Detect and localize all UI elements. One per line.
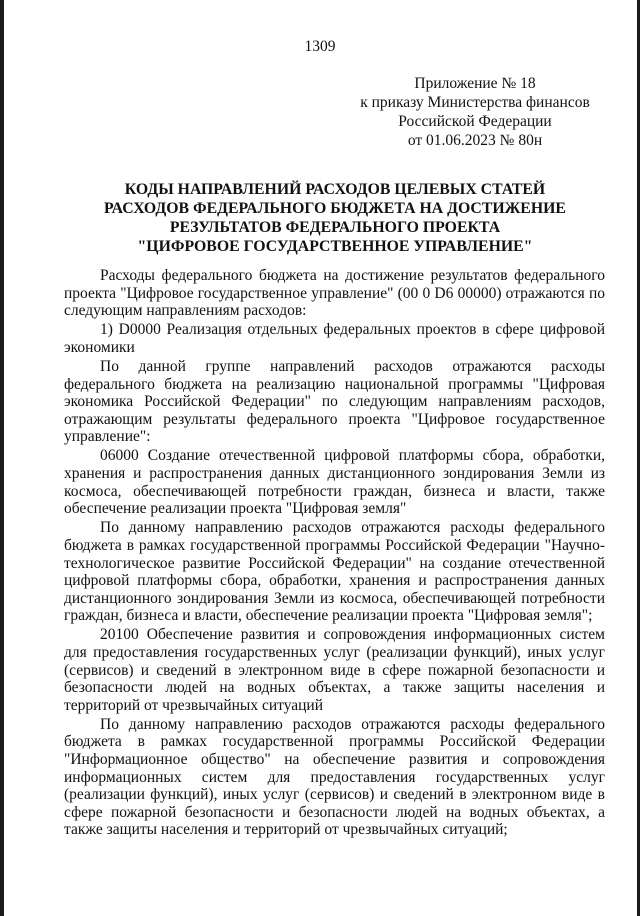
- document-title: [70, 180, 600, 256]
- paragraph-item-d0000: 1) D0000 Реализация отдельных федеральных проектов в сфере цифровой экономики: [64, 321, 605, 356]
- paragraph-group-description: По данной группе направлений расходов отражаются расходы федерального бюджета на реализацию национальной программы "Цифровая экономика Российской Федерации" по следующим направлениям расходов, отражающим результаты федерального проекта "Цифровое государственное управление":: [64, 357, 605, 446]
- document-body: [64, 267, 605, 839]
- title-line: "ЦИФРОВОЕ ГОСУДАРСТВЕННОЕ УПРАВЛЕНИЕ": [137, 238, 533, 255]
- appendix-header: [330, 74, 620, 150]
- title-line: РАСХОДОВ ФЕДЕРАЛЬНОГО БЮДЖЕТА НА ДОСТИЖЕНИЕ: [104, 200, 566, 217]
- appendix-line: Приложение № 18: [414, 75, 536, 92]
- paragraph-item-20100: 20100 Обеспечение развития и сопровождения информационных систем для предоставления государственных услуг (реализации функций), иных услуг (сервисов) и сведений в электронном виде в сфере пожарной безопасности и безопасности людей на водных объектах, а также защиты населения и территорий от чрезвычайных ситуаций: [64, 626, 605, 714]
- appendix-line: к приказу Министерства финансов: [360, 94, 590, 111]
- title-line: КОДЫ НАПРАВЛЕНИЙ РАСХОДОВ ЦЕЛЕВЫХ СТАТЕЙ: [124, 181, 546, 198]
- paragraph-06000-description: По данному направлению расходов отражаются расходы федерального бюджета в рамках государственной программы Российской Федерации "Научно-технологическое развитие Российской Федерации" на создание отечественной цифровой платформы сбора, обработки, хранения и распространения данных дистанционного зондирования Земли из космоса, обеспечивающей потребности граждан, бизнеса и власти, обеспечение реализации проекта "Цифровая земля";: [64, 519, 605, 625]
- appendix-line: Российской Федерации: [398, 113, 552, 130]
- scan-edge-left: [0, 0, 4, 916]
- paragraph-20100-description: По данному направлению расходов отражаются расходы федерального бюджета в рамках государственной программы Российской Федерации "Информационное общество" на обеспечение развития и сопровождения информационных систем для предоставления государственных услуг (реализации функций), иных услуг (сервисов) и сведений в электронном виде в сфере пожарной безопасности и безопасности людей на водных объектах, а также защиты населения и территорий от чрезвычайных ситуаций;: [64, 715, 605, 839]
- paragraph-item-06000: 06000 Создание отечественной цифровой платформы сбора, обработки, хранения и распространения данных дистанционного зондирования Земли из космоса, обеспечивающей потребности граждан, бизнеса и власти, также обеспечение реализации проекта "Цифровая земля": [64, 447, 605, 518]
- page-number: 1309: [304, 38, 336, 55]
- appendix-line: от 01.06.2023 № 80н: [407, 132, 543, 149]
- title-line: РЕЗУЛЬТАТОВ ФЕДЕРАЛЬНОГО ПРОЕКТА: [169, 219, 501, 236]
- paragraph-intro: Расходы федерального бюджета на достижение результатов федерального проекта "Цифровое государственное управление" (00 0 D6 00000) отражаются по следующим направлениям расходов:: [64, 267, 605, 320]
